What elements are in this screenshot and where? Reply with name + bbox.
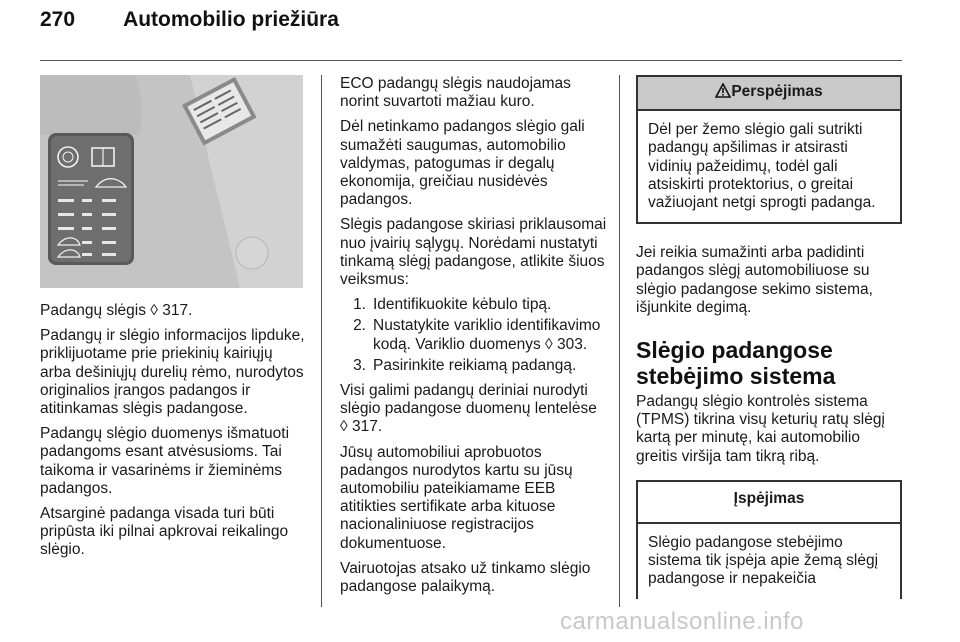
list-item: 2. Nustatykite variklio identifikavimo kodą. Variklio duomenys ◊ 303. — [353, 317, 601, 353]
paragraph: Atsarginė padanga visada turi būti pripūsta iki pilnai apkrovai reikalingo slėgio. — [40, 505, 289, 559]
notice-title: Įspėjimas — [638, 482, 900, 524]
header-rule — [40, 60, 902, 61]
warning-body: Dėl per žemo slėgio gali sutrikti padangų apšilimas ir atsirasti vidinių pažeidimų, todėl gali atsiskirti protektorius, o greitai važiuojant netgi sprogti padanga. — [648, 121, 876, 212]
paragraph: Padangų slėgio duomenys išmatuoti padangoms esant atvėsusioms. Tai taikoma ir vasarinėms ir žieminėms padangos. — [40, 425, 290, 497]
column-divider — [619, 75, 620, 607]
door-pillar-photo — [40, 75, 303, 288]
column-3 — [636, 75, 902, 611]
steps-list — [340, 296, 608, 375]
page-number: 270 — [40, 8, 76, 31]
paragraph: Slėgis padangose skiriasi priklausomai nuo įvairių sąlygų. Norėdami nustatyti tinkamą slėgį padangose, atlikite šiuos veiksmus: — [340, 216, 607, 289]
paragraph: Jei reikia sumažinti arba padidinti padangos slėgį automobiliuose su slėgio padangose sekimo sistema, išjunkite degimą. — [636, 244, 873, 316]
paragraph: Jūsų automobiliui aprobuotos padangos nurodytos kartu su jūsų automobiliu pateikiamame EEB atitikties sertifikate arba kituose nacionaliniuose registracijos dokumentuose. — [340, 443, 573, 552]
paragraph: Padangų slėgis ◊ 317. — [40, 302, 193, 319]
warning-header — [638, 77, 900, 111]
list-item: 3. Pasirinkite reikiamą padangą. — [353, 356, 577, 374]
section-heading: Slėgio padangose stebėjimo sistema — [636, 337, 836, 390]
paragraph: Padangų ir slėgio informacijos lipduke, priklijuotame prie priekinių kairiųjų arba dešiniųjų durelių rėmo, nurodytos originalios įrangos padangos ir atitinkamas slėgis padangose. — [40, 327, 305, 418]
paragraph: Visi galimi padangų deriniai nurodyti slėgio padangose duomenų lentelėse ◊ 317. — [340, 382, 597, 436]
page-header — [40, 8, 339, 32]
paragraph: ECO padangų slėgis naudojamas norint suvartoti mažiau kuro. — [340, 75, 571, 111]
paragraph: Padangų slėgio kontrolės sistema (TPMS) tikrina visų keturių ratų slėgį kartą per minutę, kai automobilio greitis viršija tam tikrą ribą. — [636, 393, 885, 465]
column-1-text — [40, 302, 306, 567]
list-item: 1. Identifikuokite kėbulo tipą. — [353, 296, 552, 314]
warning-box — [636, 75, 902, 224]
watermark: carmanualsonline.info — [560, 608, 804, 635]
paragraph: Vairuotojas atsako už tinkamo slėgio padangose palaikymą. — [340, 559, 591, 596]
notice-box — [636, 480, 902, 599]
warning-title: Perspėjimas — [731, 83, 823, 100]
tire-pressure-label — [48, 133, 134, 265]
paragraph: Dėl netinkamo padangos slėgio gali sumažėti saugumas, automobilio valdymas, patogumas ir degalų ekonomija, greičiau nusidėvės padangos. — [340, 118, 585, 209]
column-2 — [340, 75, 608, 603]
warning-icon — [715, 83, 731, 98]
column-divider — [321, 75, 322, 607]
notice-body: Slėgio padangose stebėjimo sistema tik įspėja apie žemą slėgį padangose ir nepakeičia — [648, 534, 879, 588]
page-title: Automobilio priežiūra — [123, 8, 339, 31]
